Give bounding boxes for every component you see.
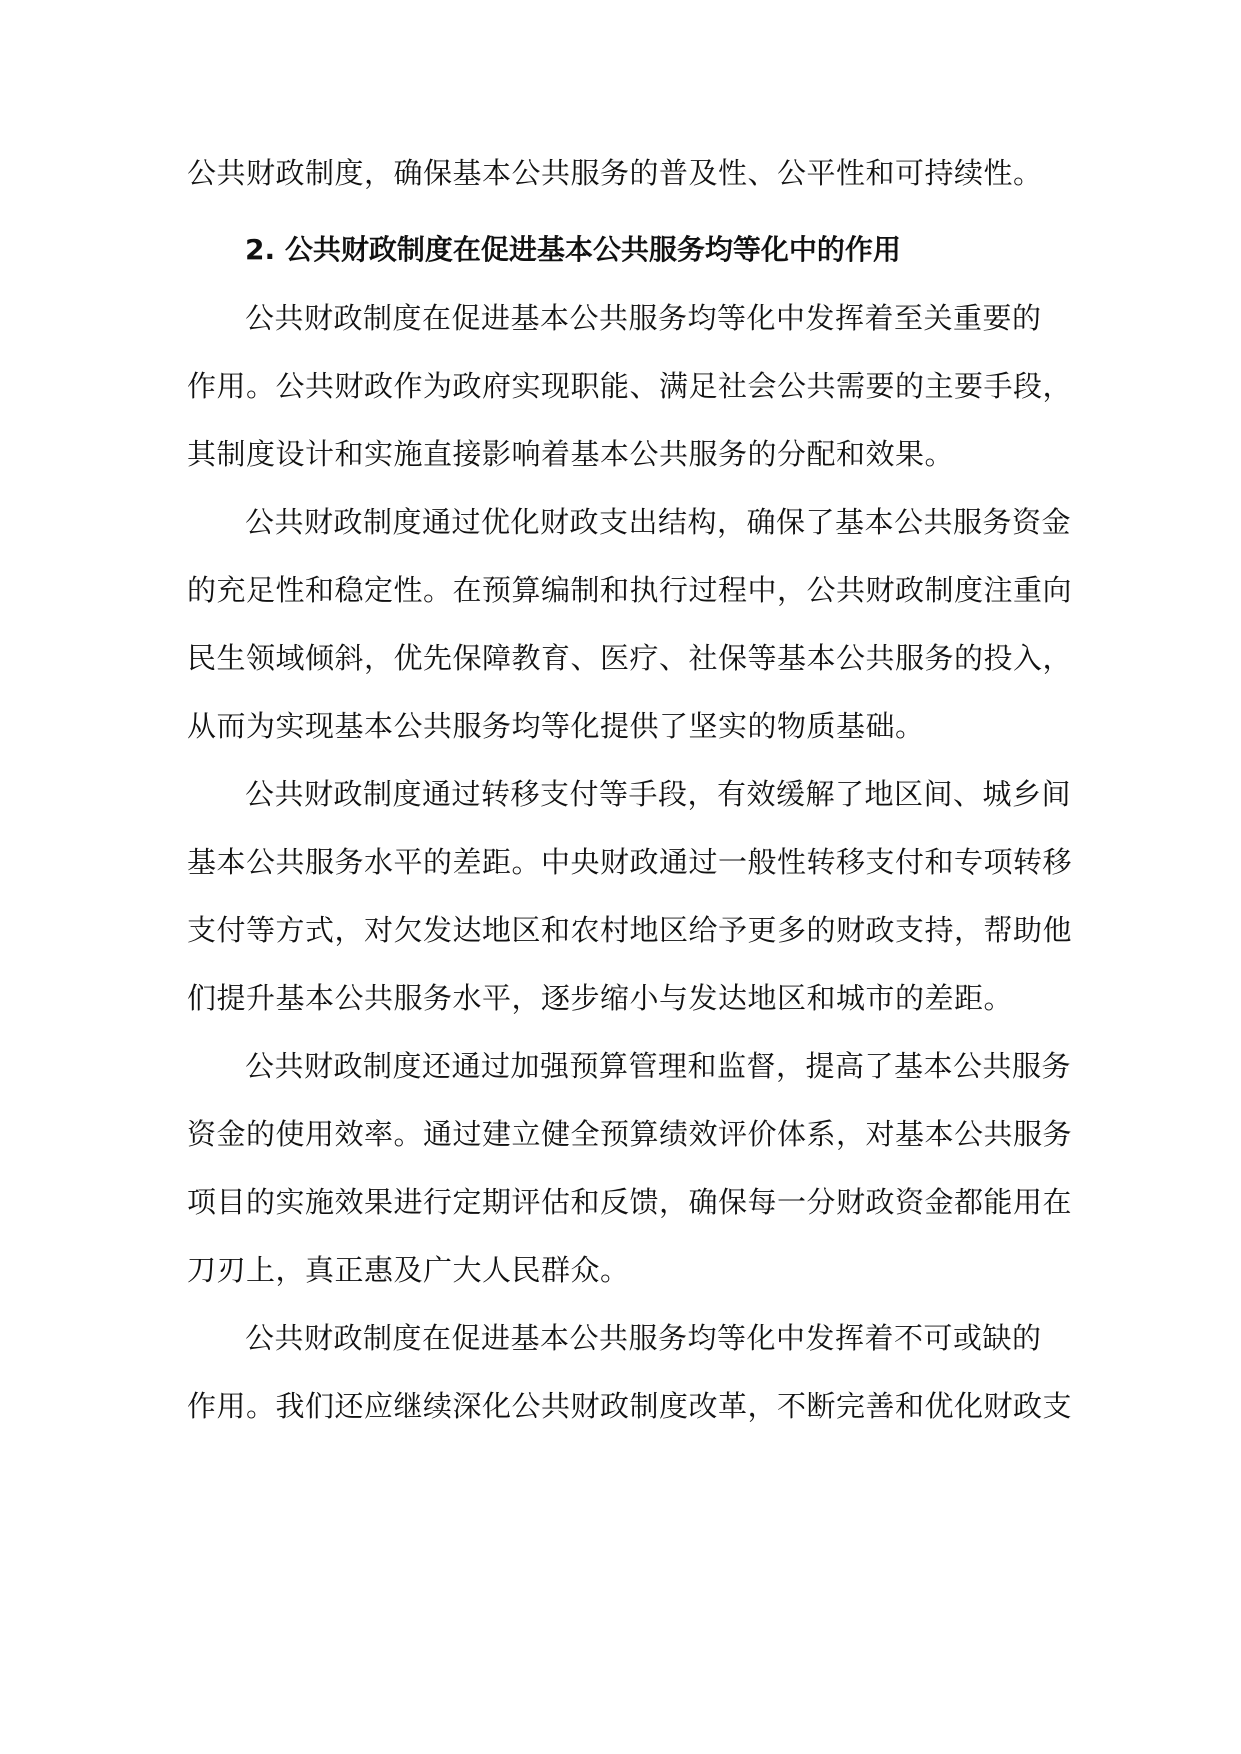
- text-line-18: 作用。我们还应继续深化公共财政制度改革，不断完善和优化财政支: [187, 1389, 1073, 1423]
- text-line-10: 基本公共服务水平的差距。中央财政通过一般性转移支付和专项转移: [187, 845, 1073, 879]
- text-line-15: 项目的实施效果进行定期评估和反馈，确保每一分财政资金都能用在: [187, 1185, 1073, 1219]
- text-line-3: 作用。公共财政作为政府实现职能、满足社会公共需要的主要手段，: [187, 369, 1073, 403]
- text-line-6: 的充足性和稳定性。在预算编制和执行过程中，公共财政制度注重向: [187, 573, 1073, 607]
- text-line-1: 公共财政制度，确保基本公共服务的普及性、公平性和可持续性。: [187, 156, 1043, 190]
- text-line-9: 公共财政制度通过转移支付等手段，有效缓解了地区间、城乡间: [245, 777, 1072, 811]
- text-line-7: 民生领域倾斜，优先保障教育、医疗、社保等基本公共服务的投入，: [187, 641, 1073, 675]
- text-line-13: 公共财政制度还通过加强预算管理和监督，提高了基本公共服务: [245, 1049, 1072, 1083]
- text-line-4: 其制度设计和实施直接影响着基本公共服务的分配和效果。: [187, 437, 955, 471]
- section-heading: 2. 公共财政制度在促进基本公共服务均等化中的作用: [245, 233, 901, 266]
- text-line-17: 公共财政制度在促进基本公共服务均等化中发挥着不可或缺的: [245, 1321, 1042, 1355]
- text-line-16: 刀刃上，真正惠及广大人民群众。: [187, 1253, 630, 1287]
- text-line-8: 从而为实现基本公共服务均等化提供了坚实的物质基础。: [187, 709, 925, 743]
- text-line-5: 公共财政制度通过优化财政支出结构，确保了基本公共服务资金: [245, 505, 1072, 539]
- text-line-12: 们提升基本公共服务水平，逐步缩小与发达地区和城市的差距。: [187, 981, 1014, 1015]
- text-line-14: 资金的使用效率。通过建立健全预算绩效评价体系，对基本公共服务: [187, 1117, 1073, 1151]
- text-line-11: 支付等方式，对欠发达地区和农村地区给予更多的财政支持，帮助他: [187, 913, 1073, 947]
- text-line-2: 公共财政制度在促进基本公共服务均等化中发挥着至关重要的: [245, 301, 1042, 335]
